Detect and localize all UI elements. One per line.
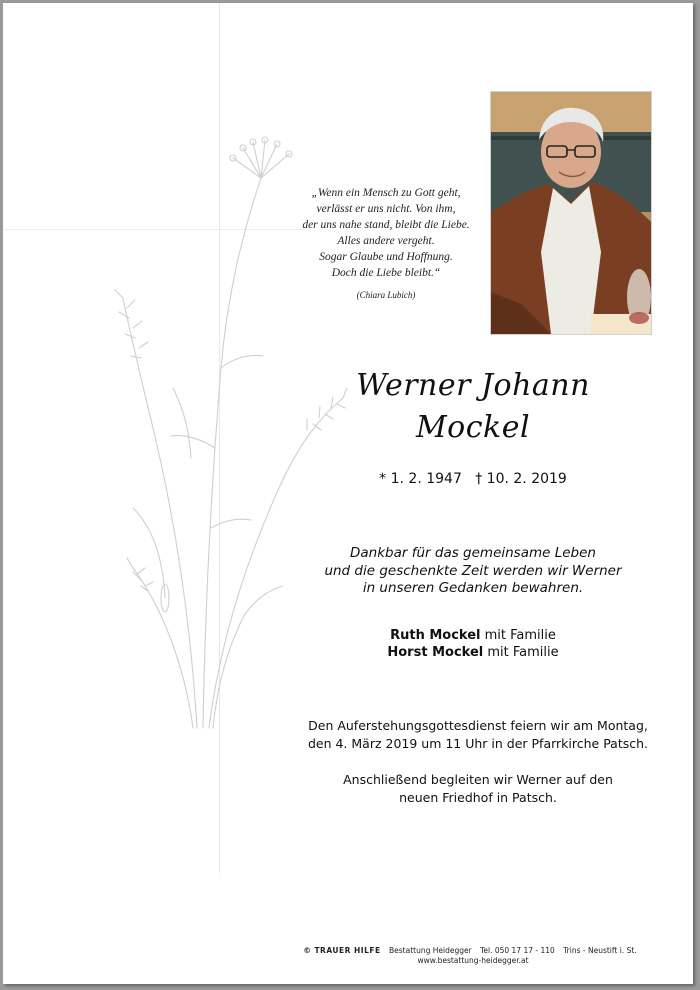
thanks-message	[308, 545, 638, 598]
footer-phone: Tel. 050 17 17 - 110	[480, 946, 555, 955]
service-announcement	[293, 717, 663, 825]
footer	[293, 946, 653, 966]
portrait-photo	[490, 91, 652, 335]
family-member-suffix: mit Familie	[484, 628, 556, 643]
thanks-line: und die geschenkte Zeit werden wir Werner	[324, 562, 622, 579]
footer-website-link[interactable]: www.bestattung-heidegger.at	[417, 956, 529, 965]
service-line: den 4. März 2019 um 11 Uhr in der Pfarrkirche Patsch.	[307, 736, 649, 751]
quote-line: Sogar Glaube und Hoffnung.	[319, 251, 453, 263]
service-paragraph	[293, 717, 663, 753]
footer-company: Bestattung Heidegger	[389, 946, 472, 955]
family-member-suffix: mit Familie	[487, 645, 559, 660]
quote-line: „Wenn ein Mensch zu Gott geht,	[311, 187, 461, 199]
footer-brand-logo: © TRAUER HILFE	[303, 946, 381, 955]
quote-author: (Chiara Lubich)	[356, 290, 416, 300]
family-member-name: Horst Mockel	[387, 645, 484, 660]
quote-line: Alles andere vergeht.	[337, 235, 435, 247]
family-member-name: Ruth Mockel	[390, 628, 481, 643]
family-member	[323, 644, 623, 661]
quote-line: der uns nahe stand, bleibt die Liebe.	[302, 219, 470, 231]
name-line-first: Werner Johann	[356, 368, 590, 403]
obituary-card	[3, 3, 693, 984]
quote-line: Doch die Liebe bleibt.“	[331, 267, 441, 279]
thanks-line: in unseren Gedanken bewahren.	[362, 580, 584, 596]
life-dates: * 1. 2. 1947 † 10. 2. 2019	[379, 471, 567, 487]
name-line-last: Mockel	[415, 410, 531, 445]
family-member	[323, 627, 623, 644]
memorial-quote	[295, 185, 477, 303]
thanks-line: Dankbar für das gemeinsame Leben	[350, 545, 596, 561]
footer-location: Trins - Neustift i. St.	[563, 946, 637, 955]
service-line: Den Auferstehungsgottesdienst feiern wir am Montag,	[308, 718, 648, 733]
burial-line: neuen Friedhof in Patsch.	[399, 790, 557, 805]
quote-line: verlässt er uns nicht. Von ihm,	[316, 203, 456, 215]
burial-line: Anschließend begleiten wir Werner auf den	[343, 772, 613, 787]
family-signatures	[323, 627, 623, 661]
deceased-name	[323, 365, 623, 449]
footer-line	[293, 946, 653, 956]
burial-paragraph	[293, 771, 663, 807]
